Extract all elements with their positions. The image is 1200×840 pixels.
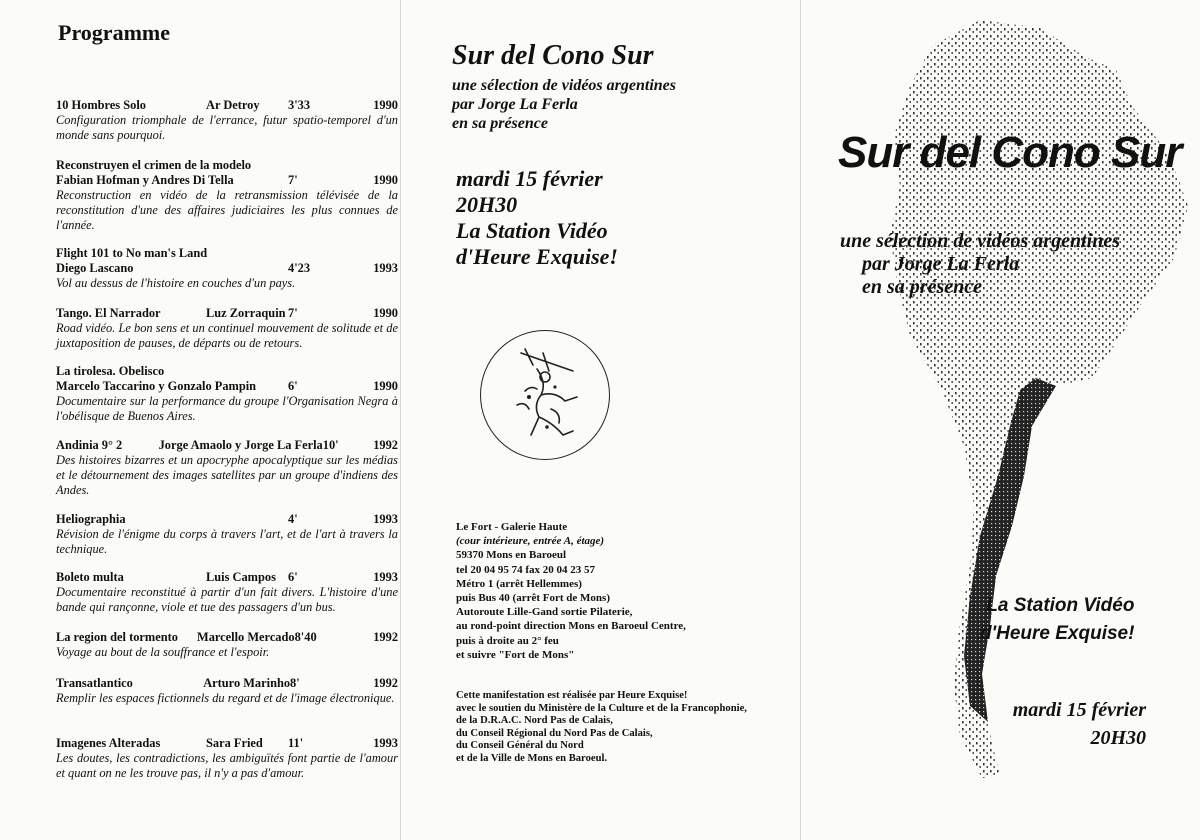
entry-title: Tango. El Narrador [56, 306, 161, 320]
programme-entry [56, 306, 398, 351]
entry-title: La tirolesa. Obelisco [56, 364, 165, 378]
address-line: et suivre "Fort de Mons" [456, 648, 575, 661]
entry-author: Luis Campos [206, 570, 276, 584]
entry-year: 1993 [373, 736, 398, 750]
entry-duration: 7' [288, 306, 298, 320]
address-line: puis Bus 40 (arrêt Fort de Mons) [456, 592, 610, 605]
entry-title: La region del tormento [56, 630, 178, 644]
entry-title: Boleto multa [56, 570, 124, 584]
entry-author: Luz Zorraquin [206, 306, 286, 320]
entry-author: Marcelo Taccarino y Gonzalo Pampin [56, 379, 257, 393]
entry-title: Andinia 9° 2 [56, 438, 123, 452]
entry-duration: 4' [288, 512, 298, 526]
entry-title: Imagenes Alteradas [56, 736, 161, 750]
credit-line: avec le soutien du Ministère de la Culture et de la Francophonie, [456, 702, 747, 714]
subtitle-line: par Jorge La Ferla [862, 253, 1020, 275]
entry-year: 1990 [373, 98, 398, 112]
time-line: 20H30 [1090, 727, 1146, 749]
entry-duration: 6' [288, 379, 298, 393]
support-credits [456, 690, 747, 766]
entry-year: 1992 [373, 438, 398, 452]
entry-meta [56, 261, 398, 276]
entry-description: Remplir les espaces fictionnels du regard et de l'image électronique. [56, 691, 395, 705]
address-line: Métro 1 (arrêt Hellemmes) [456, 577, 582, 590]
entry-meta [56, 173, 398, 188]
south-america-map-icon [870, 6, 1200, 796]
entry-description: Voyage au bout de la souffrance et l'espoir. [56, 645, 270, 659]
venue-line: d'Heure Exquise! [456, 244, 618, 269]
entry-meta [56, 438, 398, 453]
address-line: 59370 Mons en Baroeul [456, 549, 567, 562]
subtitle-line: en sa présence [452, 115, 548, 132]
programme-title: Programme [58, 20, 170, 45]
entry-duration: 8'40 [294, 630, 317, 644]
entry-description: Révision de l'énigme du corps à travers l'art, et de l'art à travers la technique. [56, 527, 398, 556]
cover-title: Sur del Cono Sur [838, 128, 1182, 177]
entry-meta [56, 306, 398, 321]
programme-entry [56, 630, 398, 660]
entry-author: Ar Detroy [206, 98, 260, 112]
programme-entry [56, 246, 398, 291]
programme-panel [0, 0, 400, 840]
entry-meta [56, 379, 398, 394]
address-line: au rond-point direction Mons en Baroeul Centre, [456, 620, 686, 633]
entry-meta [56, 512, 398, 527]
credit-line: de la D.R.A.C. Nord Pas de Calais, [456, 715, 613, 727]
entry-author: Jorge Amaolo y Jorge La Ferla [158, 438, 323, 452]
address-line: (cour intérieure, entrée A, étage) [456, 535, 605, 548]
entry-description: Des histoires bizarres et un apocryphe apocalyptique sur les médias et le détournement des images satellites par un groupe d'indiens des Andes. [56, 453, 398, 497]
info-panel [400, 0, 800, 840]
entry-author: Diego Lascano [56, 261, 134, 275]
entry-author: Marcello Mercado [197, 630, 295, 644]
entry-description: Documentaire reconstitué à partir d'un fait divers. L'histoire d'une bande qui rançonne, viole et tue des passagers d'un bus. [56, 585, 398, 614]
entry-title: Transatlantico [56, 676, 133, 690]
event-title: Sur del Cono Sur [452, 40, 654, 71]
event-date-venue [456, 166, 618, 270]
entry-year: 1992 [373, 676, 398, 690]
time-line: 20H30 [456, 192, 518, 217]
entry-meta [56, 98, 398, 113]
address-line: Le Fort - Galerie Haute [456, 521, 568, 533]
programme-entry [56, 676, 398, 706]
subtitle-line: par Jorge La Ferla [452, 96, 578, 113]
address-line: Autoroute Lille-Gand sortie Pilaterie, [456, 606, 633, 619]
entry-year: 1992 [373, 630, 399, 644]
entry-duration: 7' [288, 173, 298, 187]
entry-title: 10 Hombres Solo [56, 98, 146, 112]
date-line: mardi 15 février [1012, 699, 1146, 721]
credit-line: du Conseil Général du Nord [456, 740, 584, 752]
entry-year: 1990 [373, 306, 398, 320]
entry-description: Road vidéo. Le bon sens et un continuel mouvement de solitude et de juxtaposition de pauses, de départs ou de retours. [56, 321, 398, 350]
entry-duration: 11' [288, 736, 304, 750]
entry-year: 1993 [373, 512, 398, 526]
cover-panel [800, 0, 1200, 840]
programme-entry [56, 570, 398, 615]
event-subtitle [452, 76, 676, 133]
credit-line: Cette manifestation est réalisée par Heure Exquise! [456, 690, 688, 701]
programme-entry [56, 364, 398, 424]
entry-meta [56, 630, 398, 645]
cover-date [986, 696, 1146, 752]
entry-title: Flight 101 to No man's Land [56, 246, 208, 260]
entry-meta [56, 736, 398, 751]
phone-line: tel 20 04 95 74 fax 20 04 23 57 [456, 563, 596, 576]
entry-duration: 4'23 [288, 261, 311, 275]
cover-station [980, 592, 1134, 648]
entry-description: Configuration triomphale de l'errance, futur spatio-temporel d'un monde sans pourquoi. [56, 113, 398, 142]
entry-title: Heliographia [56, 512, 126, 526]
entry-description: Documentaire sur la performance du groupe l'Organisation Negra à l'obélisque de Buenos Aires. [56, 394, 398, 423]
entry-duration: 3'33 [288, 98, 311, 112]
subtitle-line: en sa présence [862, 276, 982, 298]
entry-meta [56, 570, 398, 585]
venue-line: La Station Vidéo [456, 218, 608, 243]
entry-author [206, 512, 288, 527]
credit-line: du Conseil Régional du Nord Pas de Calais, [456, 727, 653, 739]
programme-entry [56, 438, 398, 498]
address-block [456, 520, 686, 662]
entry-duration: 10' [322, 438, 339, 452]
entry-duration: 6' [288, 570, 298, 584]
entry-author: Fabian Hofman y Andres Di Tella [56, 173, 234, 187]
heure-exquise-logo [480, 330, 610, 460]
station-line: d'Heure Exquise! [980, 623, 1135, 644]
programme-entry [56, 158, 398, 233]
address-line: puis à droite au 2° feu [456, 634, 559, 647]
entry-description: Reconstruction en vidéo de la retransmission télévisée de la reconstitution d'une des affaires judiciaires les plus connues de l'année. [56, 188, 398, 232]
credit-line: et de la Ville de Mons en Baroeul. [456, 752, 608, 764]
station-line: La Station Vidéo [986, 595, 1135, 616]
logo-figure-icon [481, 331, 609, 459]
entry-duration: 8' [290, 676, 300, 690]
entry-description: Vol au dessus de l'histoire en couches d'un pays. [56, 276, 296, 290]
subtitle-line: une sélection de vidéos argentines [452, 77, 676, 94]
entry-year: 1990 [373, 173, 398, 187]
entry-meta [56, 676, 398, 691]
entry-year: 1990 [373, 379, 398, 393]
date-line: mardi 15 février [456, 166, 603, 191]
entry-author: Sara Fried [206, 736, 263, 750]
programme-entry [56, 736, 398, 781]
entry-description: Les doutes, les contradictions, les ambiguïtés font partie de l'amour et quant on ne les trouve pas, il n'y a pas d'amour. [56, 751, 398, 780]
entry-author: Arturo Marinho [203, 676, 291, 690]
entry-title: Reconstruyen el crimen de la modelo [56, 158, 252, 172]
entry-year: 1993 [373, 261, 398, 275]
subtitle-line: une sélection de vidéos argentines [840, 230, 1120, 252]
cover-subtitle [840, 230, 1120, 299]
programme-entry [56, 98, 398, 143]
programme-entry [56, 512, 398, 557]
entry-year: 1993 [373, 570, 398, 584]
